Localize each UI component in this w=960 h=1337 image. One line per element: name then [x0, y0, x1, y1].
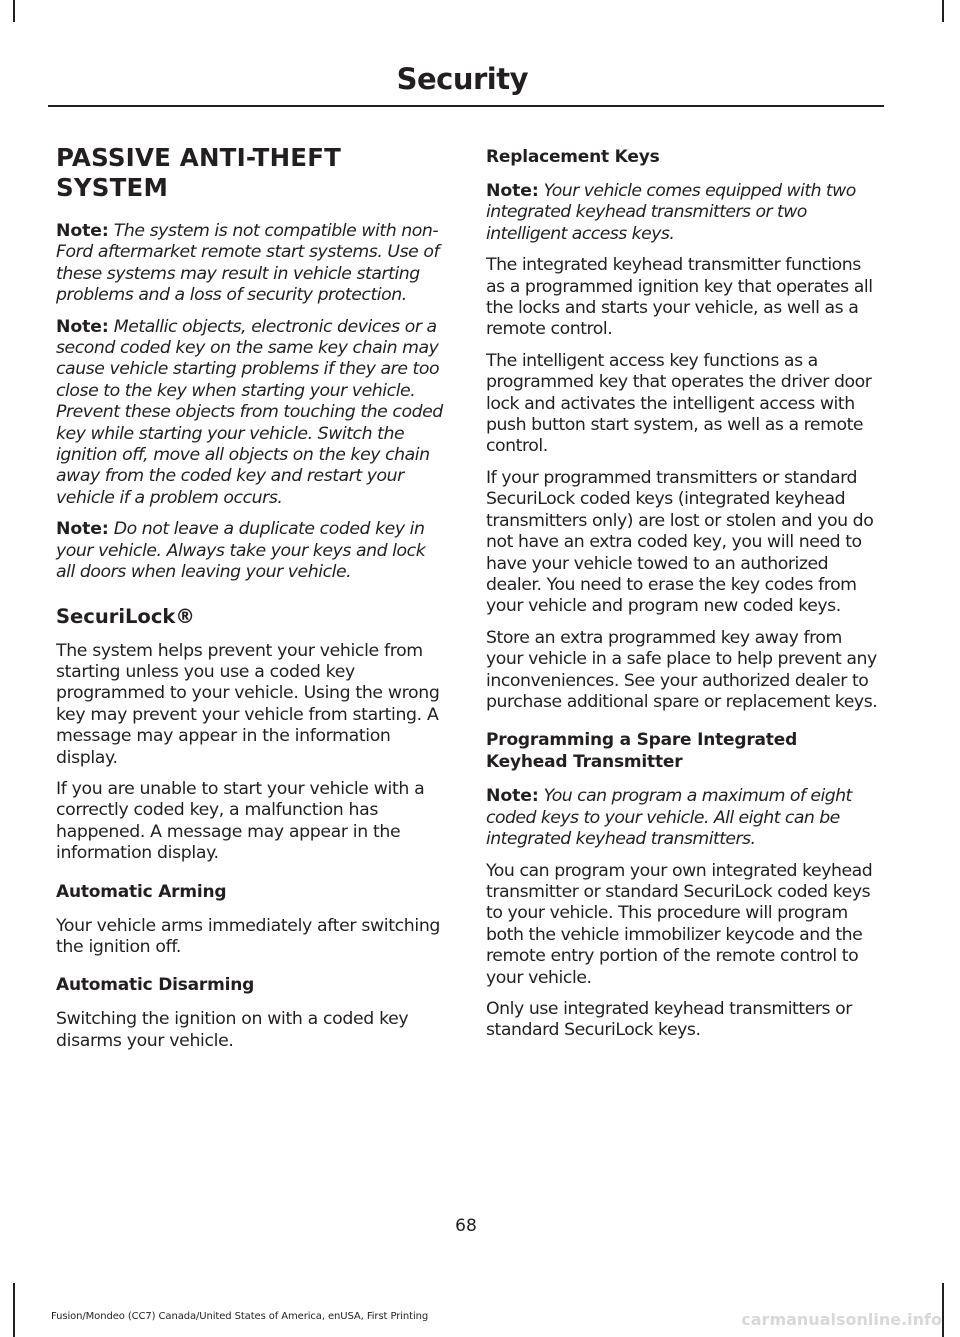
note-paragraph [56, 221, 448, 307]
body-paragraph: If your programmed transmitters or standard SecuriLock coded keys (integrated keyhead transmitters only) are lost or stolen and you do not have an extra coded key, you will need to have your vehicle towed to an authorized dealer. You need to erase the key codes from your vehicle and program new coded keys. [486, 467, 874, 617]
automatic-disarming-heading: Automatic Disarming [56, 975, 255, 996]
left-column [56, 143, 448, 1062]
note-label: Note: [56, 316, 109, 337]
page-number: 68 [455, 1216, 477, 1236]
body-paragraph: Switching the ignition on with a coded key disarms your vehicle. [56, 1009, 409, 1051]
note-paragraph [56, 317, 448, 510]
body-paragraph: The integrated keyhead transmitter functions as a programmed ignition key that operates all the locks and starts your vehicle, as well as a remote control. [486, 255, 873, 340]
body-paragraph: Store an extra programmed key away from your vehicle in a safe place to help prevent any inconveniences. See your authorized dealer to purchase additional spare or replacement keys. [486, 627, 878, 712]
securilock-heading: SecuriLock® [56, 604, 195, 628]
body-paragraph: You can program your own integrated keyhead transmitter or standard SecuriLock coded keys to your vehicle. This procedure will program both the vehicle immobilizer keycode and the remote entry portion of the remote control to your vehicle. [486, 860, 873, 988]
note-label: Note: [56, 519, 109, 540]
header-divider [48, 105, 884, 107]
crop-mark-top-right-vertical [942, 0, 944, 22]
note-text: The system is not compatible with non-Ford aftermarket remote start systems. Use of these systems may result in vehicle starting problems and a loss of security protection. [56, 221, 440, 306]
body-paragraph: Only use integrated keyhead transmitters or standard SecuriLock keys. [486, 999, 852, 1041]
body-paragraph: Your vehicle arms immediately after switching the ignition off. [56, 915, 441, 957]
programming-heading: Programming a Spare Integrated Keyhead Transmitter [486, 730, 798, 773]
note-paragraph [486, 181, 880, 245]
body-paragraph: The intelligent access key functions as a programmed key that operates the driver door lock and activates the intelligent access with push button start system, as well as a remote control. [486, 350, 872, 457]
replacement-keys-heading: Replacement Keys [486, 147, 660, 167]
note-text: Metallic objects, electronic devices or a second coded key on the same key chain may cause vehicle starting problems if they are too close to the key when starting your vehicle. Prevent these objects from touching the coded key while starting your vehicle. Switch the ignition off, move all objects on the key chain away from the coded key and restart your vehicle if a problem occurs. [56, 316, 443, 508]
crop-mark-top-left-vertical [13, 0, 15, 22]
body-paragraph: If you are unable to start your vehicle with a correctly coded key, a malfunction has happened. A message may appear in the information display. [56, 778, 425, 864]
note-text: You can program a maximum of eight coded keys to your vehicle. All eight can be integrated keyhead transmitters. [486, 786, 852, 850]
right-column [486, 146, 880, 1052]
note-label: Note: [486, 786, 539, 807]
crop-mark-bottom-left-vertical [13, 1283, 15, 1337]
watermark: carmanualsonline.info [741, 1310, 942, 1329]
footer-printing-info: Fusion/Mondeo (CC7) Canada/United States of America, enUSA, First Printing [51, 1311, 429, 1322]
page-heading: PASSIVE ANTI-THEFT SYSTEM [56, 143, 342, 202]
note-text: Your vehicle comes equipped with two integrated keyhead transmitters or two intelligent access keys. [486, 181, 856, 244]
note-paragraph [56, 519, 448, 583]
body-paragraph: The system helps prevent your vehicle from starting unless you use a coded key programmed to your vehicle. Using the wrong key may prevent your vehicle from starting. A message may appear in the information display. [56, 640, 440, 768]
note-paragraph [486, 786, 880, 850]
note-label: Note: [56, 221, 109, 241]
note-text: Do not leave a duplicate coded key in your vehicle. Always take your keys and lock all doors when leaving your vehicle. [56, 519, 426, 583]
section-title: Security [396, 62, 528, 96]
automatic-arming-heading: Automatic Arming [56, 881, 227, 902]
crop-mark-bottom-right-vertical [942, 1283, 944, 1337]
note-label: Note: [486, 181, 539, 201]
